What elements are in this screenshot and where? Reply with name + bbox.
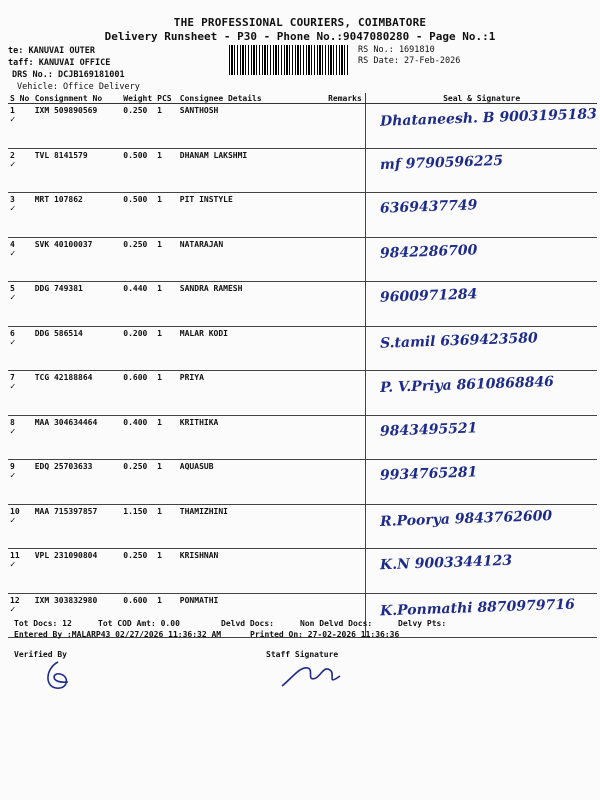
checkmark-icon: ✓	[10, 515, 16, 526]
row-sno-value: 2	[10, 150, 15, 160]
row-consignee: PONMATHI	[178, 593, 326, 638]
row-sno-value: 9	[10, 462, 15, 471]
row-consignment: IXM 509890569	[33, 104, 122, 149]
row-weight: 0.600	[121, 593, 155, 638]
row-weight: 0.400	[121, 415, 155, 460]
handwritten-signature: R.Poorya 9843762600	[380, 507, 553, 530]
table-row	[8, 237, 597, 282]
row-signature-cell	[366, 237, 597, 282]
verified-signature-scribble	[38, 658, 78, 694]
total-docs: Tot Docs: 12	[14, 619, 72, 628]
row-consignee: KRITHIKA	[178, 415, 326, 460]
row-sno	[8, 460, 33, 505]
checkmark-icon: ✓	[10, 382, 16, 392]
row-pcs: 1	[155, 193, 178, 238]
row-sno-value: 3	[10, 195, 15, 204]
row-consignment: MRT 107862	[33, 193, 122, 238]
row-pcs: 1	[155, 148, 178, 193]
row-remarks	[326, 237, 366, 282]
handwritten-signature: Dhataneesh. B 9003195183	[380, 106, 598, 130]
row-remarks	[326, 371, 366, 416]
col-sno: S No	[8, 93, 33, 104]
table-row	[8, 371, 597, 416]
row-remarks	[326, 460, 366, 505]
company-title: THE PROFESSIONAL COURIERS, COIMBATORE	[173, 16, 427, 29]
total-cod: Tot COD Amt: 0.00	[98, 619, 180, 628]
verified-by-label: Verified By	[14, 650, 67, 659]
table-row	[8, 282, 597, 327]
row-signature-cell	[366, 460, 597, 505]
col-remarks: Remarks	[326, 93, 366, 104]
row-sno-value: 6	[10, 328, 15, 338]
row-remarks	[326, 148, 366, 193]
non-delivered-docs: Non Delvd Docs:	[300, 619, 373, 628]
row-sno	[8, 326, 33, 371]
row-weight: 0.250	[121, 237, 155, 282]
row-sno	[8, 415, 33, 460]
row-consignee: PIT INSTYLE	[178, 193, 326, 238]
row-signature-cell	[366, 282, 597, 327]
table-row	[8, 504, 597, 549]
handwritten-signature: K.N 9003344123	[379, 552, 513, 574]
row-consignment: TCG 42188864	[33, 371, 122, 416]
row-consignee: DHANAM LAKSHMI	[178, 148, 326, 193]
row-signature-cell	[366, 549, 597, 594]
handwritten-signature: 9934765281	[379, 464, 478, 484]
row-consignment: SVK 40100037	[33, 237, 122, 282]
handwritten-signature: S.tamil 6369423580	[380, 329, 539, 352]
row-remarks	[326, 504, 366, 549]
entered-by: Entered By :MALARP43 02/27/2026 11:36:32 AM	[14, 630, 222, 639]
staff-label: taff: KANUVAI OFFICE	[8, 58, 111, 68]
row-pcs: 1	[155, 460, 178, 505]
row-sno	[8, 104, 33, 149]
row-sno-value: 12	[10, 595, 20, 605]
staff-signature-label: Staff Signature	[266, 650, 339, 659]
checkmark-icon: ✓	[10, 604, 16, 615]
table-row	[8, 415, 597, 460]
row-sno	[8, 148, 33, 193]
row-sno-value: 10	[10, 506, 20, 516]
row-weight: 0.500	[121, 193, 155, 238]
row-pcs: 1	[155, 282, 178, 327]
row-consignment: MAA 715397857	[33, 504, 122, 549]
col-weight: Weight	[121, 93, 155, 104]
rs-date: RS Date: 27-Feb-2026	[358, 56, 461, 66]
row-sno	[8, 504, 33, 549]
checkmark-icon: ✓	[10, 159, 16, 170]
delivery-table	[8, 93, 597, 638]
table-row	[8, 326, 597, 371]
table-row	[8, 148, 597, 193]
row-consignee: THAMIZHINI	[178, 504, 326, 549]
row-signature-cell	[366, 148, 597, 193]
handwritten-signature: mf 9790596225	[379, 152, 504, 173]
col-signature: Seal & Signature	[366, 93, 597, 104]
table-header-row	[8, 93, 597, 104]
row-sno	[8, 282, 33, 327]
row-sno-value: 1	[10, 106, 15, 115]
table-row	[8, 460, 597, 505]
row-consignee: PRIYA	[178, 371, 326, 416]
row-consignee: SANDRA RAMESH	[178, 282, 326, 327]
row-sno	[8, 371, 33, 416]
row-sno-value: 11	[10, 551, 20, 560]
row-sno-value: 8	[10, 417, 15, 427]
row-pcs: 1	[155, 504, 178, 549]
table-row	[8, 549, 597, 594]
row-weight: 0.250	[121, 460, 155, 505]
row-consignment: MAA 304634464	[33, 415, 122, 460]
row-signature-cell	[366, 326, 597, 371]
row-sno-value: 5	[10, 284, 15, 293]
checkmark-icon: ✓	[10, 293, 16, 303]
row-consignee: MALAR KODI	[178, 326, 326, 371]
handwritten-signature: 9843495521	[379, 419, 478, 440]
row-remarks	[326, 549, 366, 594]
row-consignment: DDG 749381	[33, 282, 122, 327]
checkmark-icon: ✓	[10, 426, 16, 437]
row-sno-value: 4	[10, 239, 15, 249]
col-consignment: Consignment No	[33, 93, 122, 104]
row-weight: 1.150	[121, 504, 155, 549]
table-row	[8, 104, 597, 149]
row-sno	[8, 549, 33, 594]
handwritten-signature: 9600971284	[379, 286, 478, 306]
row-sno	[8, 193, 33, 238]
row-consignee: SANTHOSH	[178, 104, 326, 149]
handwritten-signature: 9842286700	[379, 241, 478, 262]
row-weight: 0.250	[121, 549, 155, 594]
row-signature-cell	[366, 415, 597, 460]
table-row	[8, 193, 597, 238]
row-weight: 0.250	[121, 104, 155, 149]
handwritten-signature: P. V.Priya 8610868846	[380, 373, 555, 397]
checkmark-icon: ✓	[10, 560, 16, 570]
row-weight: 0.200	[121, 326, 155, 371]
row-weight: 0.440	[121, 282, 155, 327]
row-pcs: 1	[155, 593, 178, 638]
row-remarks	[326, 282, 366, 327]
row-signature-cell	[366, 504, 597, 549]
row-pcs: 1	[155, 326, 178, 371]
row-sno	[8, 237, 33, 282]
row-pcs: 1	[155, 371, 178, 416]
row-signature-cell	[366, 104, 597, 149]
row-sno-value: 7	[10, 373, 15, 382]
row-remarks	[326, 415, 366, 460]
row-remarks	[326, 326, 366, 371]
row-consignee: KRISHNAN	[178, 549, 326, 594]
row-signature-cell	[366, 371, 597, 416]
delivered-docs: Delvd Docs:	[221, 619, 274, 628]
delivery-points: Delvy Pts:	[398, 619, 447, 628]
col-consignee: Consignee Details	[178, 93, 326, 104]
row-pcs: 1	[155, 415, 178, 460]
handwritten-signature: 6369437749	[379, 197, 478, 217]
col-pcs: PCS	[155, 93, 178, 104]
checkmark-icon: ✓	[10, 248, 16, 259]
row-consignee: AQUASUB	[178, 460, 326, 505]
row-signature-cell	[366, 593, 597, 638]
barcode	[229, 45, 349, 75]
drs-number: DRS No.: DCJB169181001	[12, 70, 125, 80]
printed-on: Printed On: 27-02-2026 11:36:36	[250, 630, 400, 639]
checkmark-icon: ✓	[10, 337, 16, 348]
checkmark-icon: ✓	[10, 204, 16, 214]
row-consignment: VPL 231090804	[33, 549, 122, 594]
staff-signature-scribble	[278, 656, 348, 692]
rs-number: RS No.: 1691810	[358, 45, 435, 55]
row-consignment: TVL 8141579	[33, 148, 122, 193]
row-remarks	[326, 193, 366, 238]
route-label: te: KANUVAI OUTER	[8, 46, 95, 56]
row-weight: 0.600	[121, 371, 155, 416]
row-consignee: NATARAJAN	[178, 237, 326, 282]
row-consignment: IXM 303832980	[33, 593, 122, 638]
checkmark-icon: ✓	[10, 115, 16, 125]
row-consignment: DDG 586514	[33, 326, 122, 371]
row-weight: 0.500	[121, 148, 155, 193]
row-pcs: 1	[155, 104, 178, 149]
runsheet-subtitle: Delivery Runsheet - P30 - Phone No.:9047080280 - Page No.:1	[104, 30, 496, 43]
row-remarks	[326, 104, 366, 149]
row-pcs: 1	[155, 549, 178, 594]
checkmark-icon: ✓	[10, 471, 16, 481]
handwritten-signature: K.Ponmathi 8870979716	[380, 596, 576, 619]
row-pcs: 1	[155, 237, 178, 282]
vehicle-label: Vehicle: Office Delivery	[17, 82, 140, 92]
row-signature-cell	[366, 193, 597, 238]
row-consignment: EDQ 25703633	[33, 460, 122, 505]
